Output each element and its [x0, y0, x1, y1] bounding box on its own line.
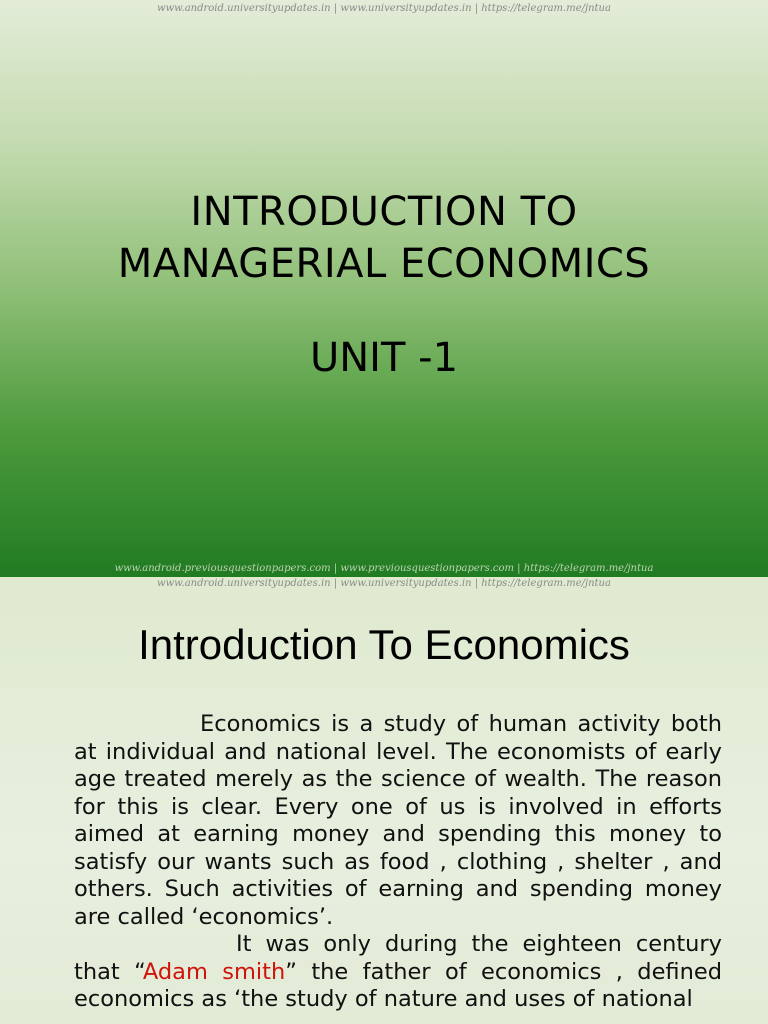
bottom-watermark: www.android.previousquestionpapers.com | www.previousquestionpapers.com | https://telegram.me/jntua	[114, 563, 654, 574]
slide-heading: Introduction To Economics	[138, 621, 630, 668]
unit-label: UNIT -1	[309, 335, 459, 381]
slide-title	[0, 186, 768, 290]
content-slide	[0, 577, 768, 1024]
highlighted-name: Adam smith	[142, 958, 286, 985]
title-line-1: INTRODUCTION TO	[190, 189, 578, 235]
paragraph-1: Economics is a study of human activity both at individual and national level. The economists of early age treated merely as the science of wealth. The reason for this is clear. Every one of us is involved in efforts aimed at earning money and spending this money to satisfy our wants such as food , clothing , shelter , and others. Such activities of earning and spending money are called ‘economics’.	[74, 711, 722, 930]
top-watermark: www.android.universityupdates.in | www.universityupdates.in | https://telegram.me/jntua	[157, 3, 611, 14]
top-watermark-2: www.android.universityupdates.in | www.universityupdates.in | https://telegram.me/jntua	[157, 578, 611, 589]
slide-body	[74, 711, 722, 1014]
title-line-2: MANAGERIAL ECONOMICS	[117, 241, 651, 287]
paragraph-2-start: It was only during the eighteen century that “	[74, 931, 722, 985]
paragraph-2-end: ” the father of economics , defined economics as ‘the study of nature and uses of national	[74, 958, 722, 1012]
paragraph-2	[74, 931, 722, 1014]
